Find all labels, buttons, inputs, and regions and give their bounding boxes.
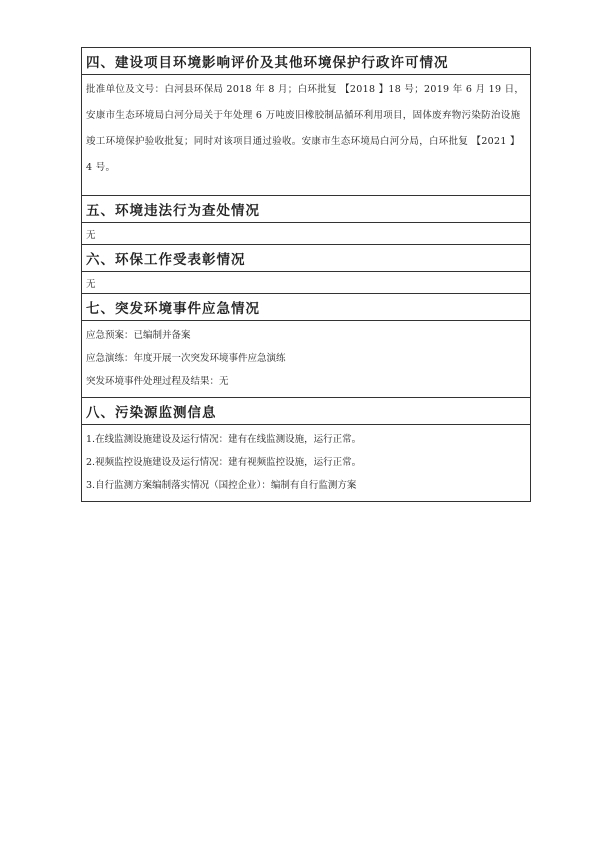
section-8-body-row	[82, 425, 531, 502]
section-8-heading-row	[82, 398, 531, 425]
info-table	[81, 47, 531, 502]
emergency-plan-line: 应急预案：已编制并备案	[86, 330, 191, 341]
section-7-heading-row	[82, 294, 531, 321]
section-8-body	[82, 425, 531, 502]
emergency-drill-line: 应急演练：年度开展一次突发环境事件应急演练	[86, 353, 286, 364]
section-7-heading: 七、突发环境事件应急情况	[82, 294, 531, 321]
section-5-body-row	[82, 223, 531, 245]
section-5-heading: 五、环境违法行为查处情况	[82, 196, 531, 223]
section-5-body: 无	[82, 223, 531, 245]
self-monitoring-plan-line: 3.自行监测方案编制落实情况（国控企业）：编制有自行监测方案	[86, 480, 357, 491]
section-7-body-row	[82, 321, 531, 398]
section-6-heading: 六、环保工作受表彰情况	[82, 245, 531, 272]
section-4-body: 批准单位及文号：白河县环保局 2018 年 8 月；白环批复 【2018 】18 号；2019 年 6 月 19 日，安康市生态环境局白河分局关于年处理 6 万吨废旧橡胶制品循环利用项目，固体废弃物污染防治设施竣工环境保护验收批复；同时对该项目通过验收。安康市生态环境局白河分局，白环批复 【2021 】4 号。	[82, 75, 531, 196]
section-4-heading-row	[82, 48, 531, 75]
online-monitoring-line: 1.在线监测设施建设及运行情况：建有在线监测设施，运行正常。	[86, 434, 362, 445]
section-4-heading: 四、建设项目环境影响评价及其他环境保护行政许可情况	[82, 48, 531, 75]
video-monitoring-line: 2.视频监控设施建设及运行情况：建有视频监控设施，运行正常。	[86, 457, 362, 468]
emergency-result-line: 突发环境事件处理过程及结果：无	[86, 376, 229, 387]
section-5-heading-row	[82, 196, 531, 223]
section-6-body-row	[82, 272, 531, 294]
section-8-heading: 八、污染源监测信息	[82, 398, 531, 425]
section-7-body	[82, 321, 531, 398]
section-6-heading-row	[82, 245, 531, 272]
section-6-body: 无	[82, 272, 531, 294]
section-4-body-row	[82, 75, 531, 196]
